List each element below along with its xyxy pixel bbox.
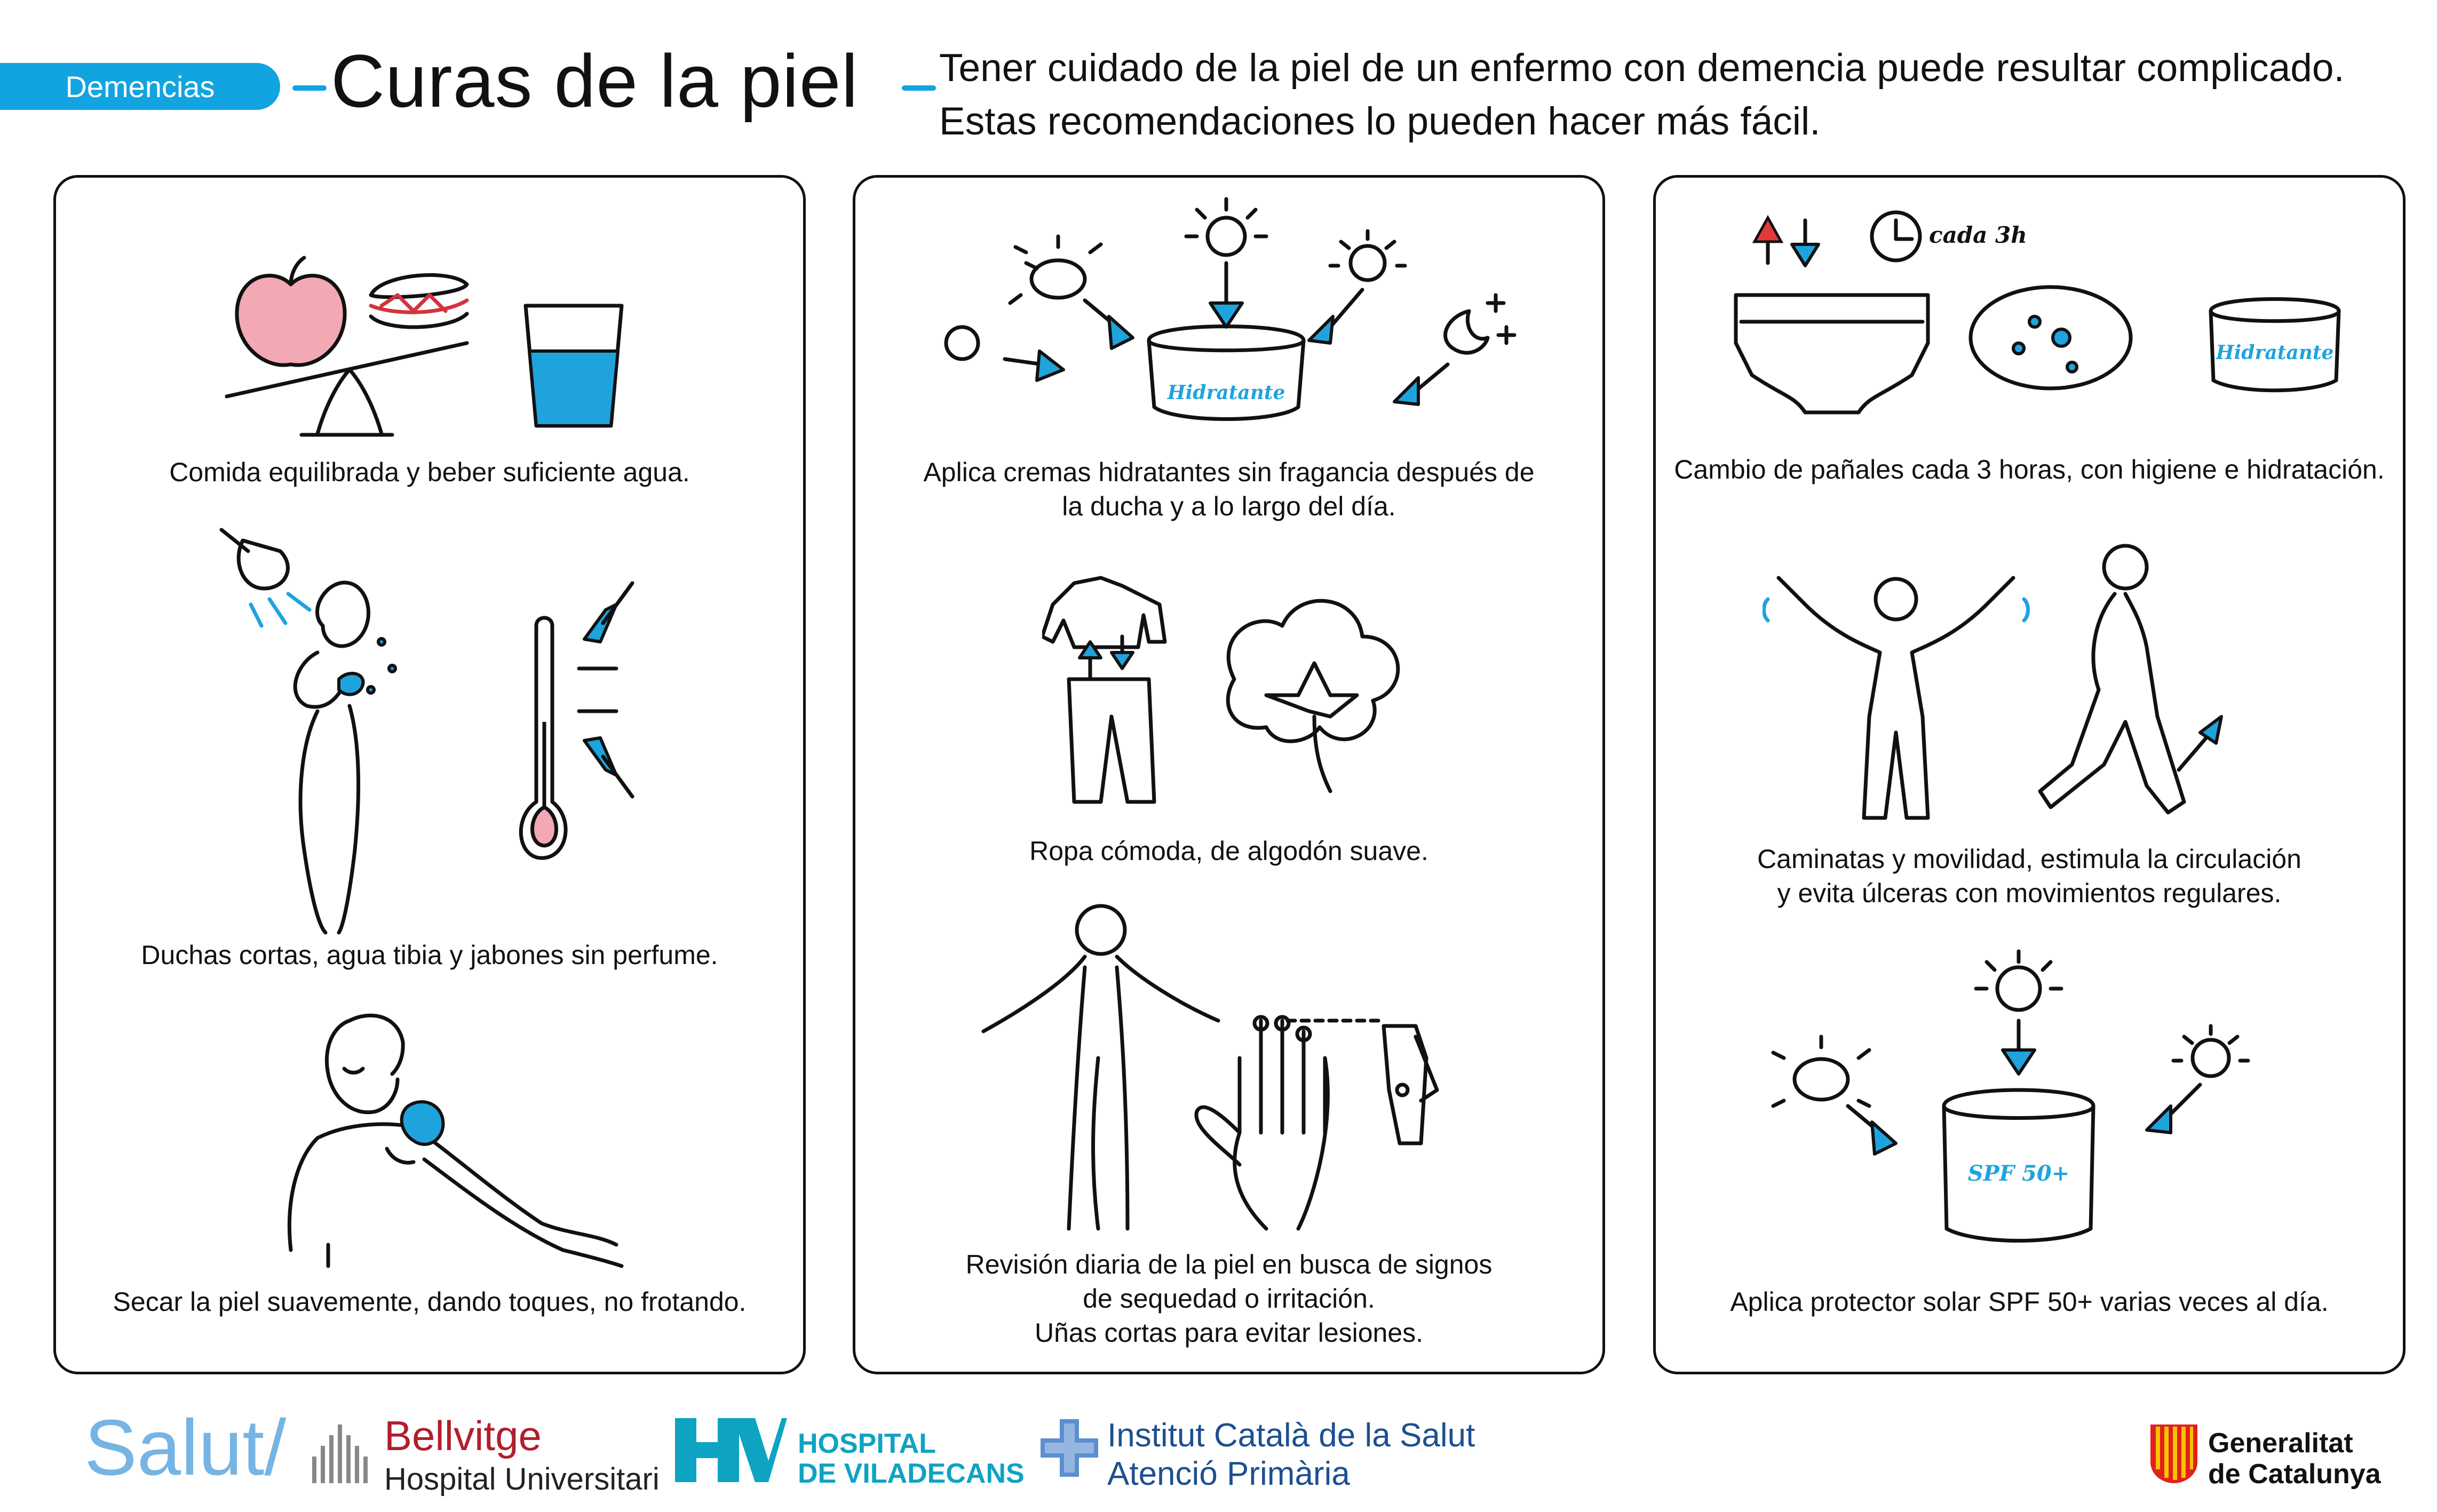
intro-line-1: Tener cuidado de la piel de un enfermo con demencia puede resultar complicado. bbox=[939, 46, 2345, 90]
clothes-illustration bbox=[1042, 572, 1448, 807]
bellvitge-subtitle: Hospital Universitari bbox=[384, 1462, 660, 1497]
intro-line-2: Estas recomendaciones lo pueden hacer más fácil. bbox=[939, 100, 1821, 143]
arrow-up-icon bbox=[1755, 218, 1781, 263]
stretch-person-icon bbox=[1764, 578, 2028, 818]
sun-icon bbox=[1010, 236, 1101, 303]
caption-moisturizer: Aplica cremas hidratantes sin fragancia después de la ducha y a lo largo del día. bbox=[923, 457, 1535, 521]
sun-icon bbox=[1330, 231, 1405, 280]
sun-icon bbox=[2173, 1026, 2248, 1076]
sunscreen-illustration bbox=[1763, 930, 2275, 1261]
wipes-icon bbox=[1971, 287, 2131, 388]
clothes-icon bbox=[1042, 578, 1165, 802]
title-dash-right bbox=[902, 85, 936, 91]
walking-person-icon bbox=[2040, 546, 2221, 813]
person-shower-icon bbox=[295, 583, 395, 933]
page-title: Curas de la piel bbox=[331, 39, 859, 123]
title-dash-left bbox=[292, 85, 327, 91]
shower-illustration bbox=[211, 519, 680, 935]
moon-icon bbox=[946, 327, 978, 359]
caption-drying: Secar la piel suavemente, dando toques, no frotando. bbox=[113, 1287, 747, 1317]
sun-icon bbox=[1186, 199, 1266, 255]
mobility-illustration bbox=[1763, 540, 2275, 839]
water-glass-icon bbox=[526, 306, 622, 426]
svg-text:Hidratante: Hidratante bbox=[1167, 381, 1285, 404]
svg-text:cada 3h: cada 3h bbox=[1929, 222, 2027, 248]
drying-illustration bbox=[264, 999, 702, 1277]
caption-mobility: Caminatas y movilidad, estimula la circulación y evita úlceras con movimientos regulares. bbox=[1757, 844, 2301, 908]
body-check-icon bbox=[983, 906, 1218, 1229]
cotton-icon bbox=[1228, 601, 1398, 791]
towel-person-icon bbox=[289, 1015, 622, 1266]
hand-icon bbox=[1196, 1017, 1328, 1229]
sandwich-icon bbox=[371, 275, 467, 328]
clock-icon bbox=[1872, 212, 2027, 260]
cream-jar-icon bbox=[2211, 299, 2339, 391]
sun-icon bbox=[1773, 1037, 1869, 1106]
category-tag: Demencias bbox=[0, 63, 280, 110]
intro-text bbox=[939, 42, 2345, 148]
bellvitge-name: Bellvitge bbox=[384, 1412, 542, 1459]
generalitat-name: Generalitat de Catalunya bbox=[2208, 1428, 2381, 1490]
caption-food-water: Comida equilibrada y beber suficiente agua. bbox=[169, 457, 690, 487]
salut-logo: Salut/ bbox=[84, 1404, 287, 1492]
viladecans-logo-mark bbox=[675, 1418, 787, 1482]
ics-logo-mark bbox=[1041, 1419, 1098, 1477]
generalitat-logo-mark bbox=[2150, 1425, 2197, 1483]
cream-jar-icon bbox=[1149, 327, 1304, 419]
caption-skin-check: Revisión diaria de la piel en busca de signos de sequedad o irritación. Uñas cortas para evitar lesiones. bbox=[965, 1250, 1493, 1348]
caption-clothes: Ropa cómoda, de algodón suave. bbox=[1029, 836, 1428, 866]
diaper-illustration bbox=[1698, 204, 2360, 439]
sun-icon bbox=[1976, 951, 2061, 1010]
skin-check-illustration bbox=[978, 898, 1512, 1234]
thermometer-icon bbox=[521, 583, 632, 858]
shower-icon bbox=[221, 530, 309, 626]
caption-shower: Duchas cortas, agua tibia y jabones sin perfume. bbox=[141, 940, 718, 970]
viladecans-name: HOSPITAL DE VILADECANS bbox=[798, 1428, 1025, 1489]
caption-sunscreen: Aplica protector solar SPF 50+ varias veces al día. bbox=[1730, 1287, 2329, 1317]
food-water-illustration bbox=[211, 236, 680, 439]
bellvitge-logo-mark bbox=[312, 1419, 374, 1483]
apple-icon bbox=[237, 258, 345, 365]
panel-3 bbox=[1653, 175, 2406, 1374]
panel-1 bbox=[53, 175, 806, 1374]
moisturizer-illustration bbox=[935, 188, 1549, 434]
ics-name: Institut Català de la Salut bbox=[1107, 1417, 1475, 1454]
moon-icon bbox=[1446, 295, 1514, 353]
arrow-down-icon bbox=[1792, 220, 1819, 266]
diaper-icon bbox=[1736, 295, 1928, 412]
panel-2 bbox=[853, 175, 1605, 1374]
ics-subtitle: Atenció Primària bbox=[1107, 1455, 1350, 1492]
svg-text:SPF 50+: SPF 50+ bbox=[1967, 1161, 2070, 1186]
caption-diaper: Cambio de pañales cada 3 horas, con higiene e hidratación. bbox=[1674, 455, 2385, 484]
nail-clipper-icon bbox=[1384, 1026, 1437, 1143]
sunscreen-jar-icon bbox=[1944, 1090, 2093, 1241]
svg-text:Hidratante: Hidratante bbox=[2216, 341, 2334, 364]
